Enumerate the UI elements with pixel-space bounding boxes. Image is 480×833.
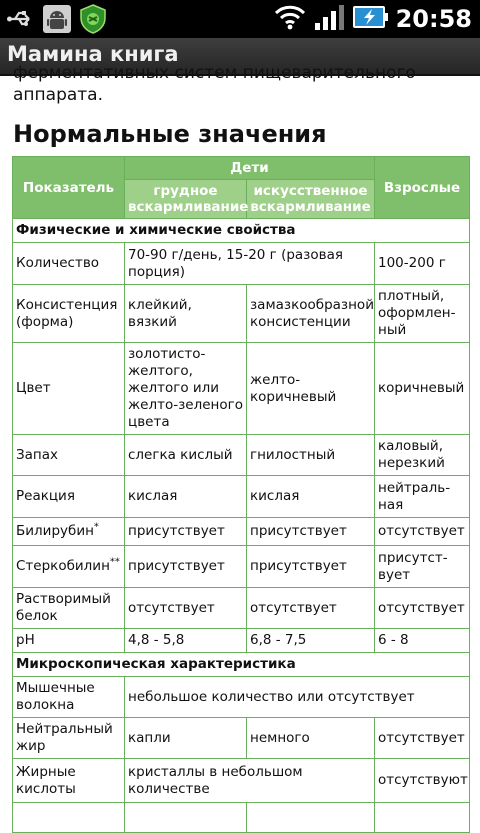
section-row: Микроскопическая характеристика [13, 653, 470, 677]
header-adults: Взрослые [375, 157, 470, 219]
cell-breast: 4,8 - 5,8 [125, 629, 247, 653]
row-label: Количество [13, 243, 125, 285]
cell-breast: клейкий, вязкий [125, 285, 247, 343]
row-label [13, 518, 125, 546]
empty-cell [13, 803, 125, 833]
status-bar [0, 0, 480, 38]
cell-adults: 100-200 г [375, 243, 470, 285]
cell-adults: 6 - 8 [375, 629, 470, 653]
row-label: Жирные кислоты [13, 759, 125, 803]
table-row [13, 588, 470, 629]
table-row [13, 243, 470, 285]
usb-icon [6, 4, 36, 34]
cell-adults: присутст-вует [375, 546, 470, 588]
row-label [13, 546, 125, 588]
row-label: pH [13, 629, 125, 653]
cell-breast: отсутствует [125, 588, 247, 629]
row-label: Консистенция (форма) [13, 285, 125, 343]
row-label-text: Стеркобилин [16, 558, 110, 574]
header-indicator: Показатель [13, 157, 125, 219]
cell-artificial: кислая [247, 476, 375, 518]
table-row [13, 629, 470, 653]
empty-cell [375, 803, 470, 833]
cell-breast: кислая [125, 476, 247, 518]
cell-adults: плотный, оформлен-ный [375, 285, 470, 343]
footnote-mark: * [93, 521, 99, 533]
cell-artificial: присутствует [247, 546, 375, 588]
row-label: Цвет [13, 343, 125, 435]
empty-cell [247, 803, 375, 833]
header-breast: грудное вскармливание [125, 180, 247, 219]
table-row [13, 285, 470, 343]
app-title: Мамина книга [7, 42, 179, 66]
paragraph-line: ферментативных систем пищеварительного [13, 63, 416, 83]
cell-artificial: присутствует [247, 518, 375, 546]
row-label-text: Билирубин [16, 523, 94, 539]
cell-artificial: 6,8 - 7,5 [247, 629, 375, 653]
header-children: Дети [125, 157, 375, 180]
table-row [13, 435, 470, 476]
cell-breast: 70-90 г/день, 15-20 г (разовая порция) [125, 243, 375, 285]
row-label: Запах [13, 435, 125, 476]
cell-adults: отсутствует [375, 518, 470, 546]
table-row [13, 759, 470, 803]
table-row [13, 803, 470, 833]
paragraph-line: аппарата. [13, 85, 103, 105]
cell-artificial: желто-коричневый [247, 343, 375, 435]
cell-adults: отсутствует [375, 588, 470, 629]
notification-icons [6, 4, 108, 34]
cell-all: небольшое количество или отсутствует [125, 677, 470, 718]
cell-adults: отсутствуют [375, 759, 470, 803]
table-row [13, 677, 470, 718]
cell-adults: коричневый [375, 343, 470, 435]
cell-artificial: замазкообразной консистенции [247, 285, 375, 343]
table-row [13, 718, 470, 759]
cell-breast: присутствует [125, 546, 247, 588]
android-icon [42, 4, 72, 34]
cell-artificial: гнилостный [247, 435, 375, 476]
footnote-mark: ** [109, 556, 120, 568]
battery-charging-icon [352, 3, 388, 35]
table-row [13, 476, 470, 518]
signal-icon [314, 3, 344, 35]
row-label: Реакция [13, 476, 125, 518]
cell-breast: золотисто-желтого, желтого или желто-зеленого цвета [125, 343, 247, 435]
row-label: Растворимый белок [13, 588, 125, 629]
cell-adults: нейтраль-ная [375, 476, 470, 518]
cell-breast: кристаллы в небольшом количестве [125, 759, 375, 803]
section-title: Нормальные значения [13, 120, 327, 148]
table-row [13, 518, 470, 546]
cell-breast: капли [125, 718, 247, 759]
wifi-icon [274, 4, 306, 34]
cell-breast: слегка кислый [125, 435, 247, 476]
row-label: Нейтральный жир [13, 718, 125, 759]
cell-adults: отсутствует [375, 718, 470, 759]
empty-cell [125, 803, 247, 833]
clock: 20:58 [395, 5, 472, 33]
row-label: Мышечные волокна [13, 677, 125, 718]
table-row [13, 343, 470, 435]
header-artificial: искусственное вскармливание [247, 180, 375, 219]
cell-breast: присутствует [125, 518, 247, 546]
norms-table [12, 156, 470, 833]
cell-artificial: отсутствует [247, 588, 375, 629]
dr-web-shield-icon [78, 4, 108, 34]
section-row: Физические и химические свойства [13, 219, 470, 243]
table-row [13, 546, 470, 588]
cell-artificial: немного [247, 718, 375, 759]
paragraph-tail [13, 62, 473, 106]
cell-adults: каловый, нерезкий [375, 435, 470, 476]
article-content[interactable] [0, 63, 480, 800]
